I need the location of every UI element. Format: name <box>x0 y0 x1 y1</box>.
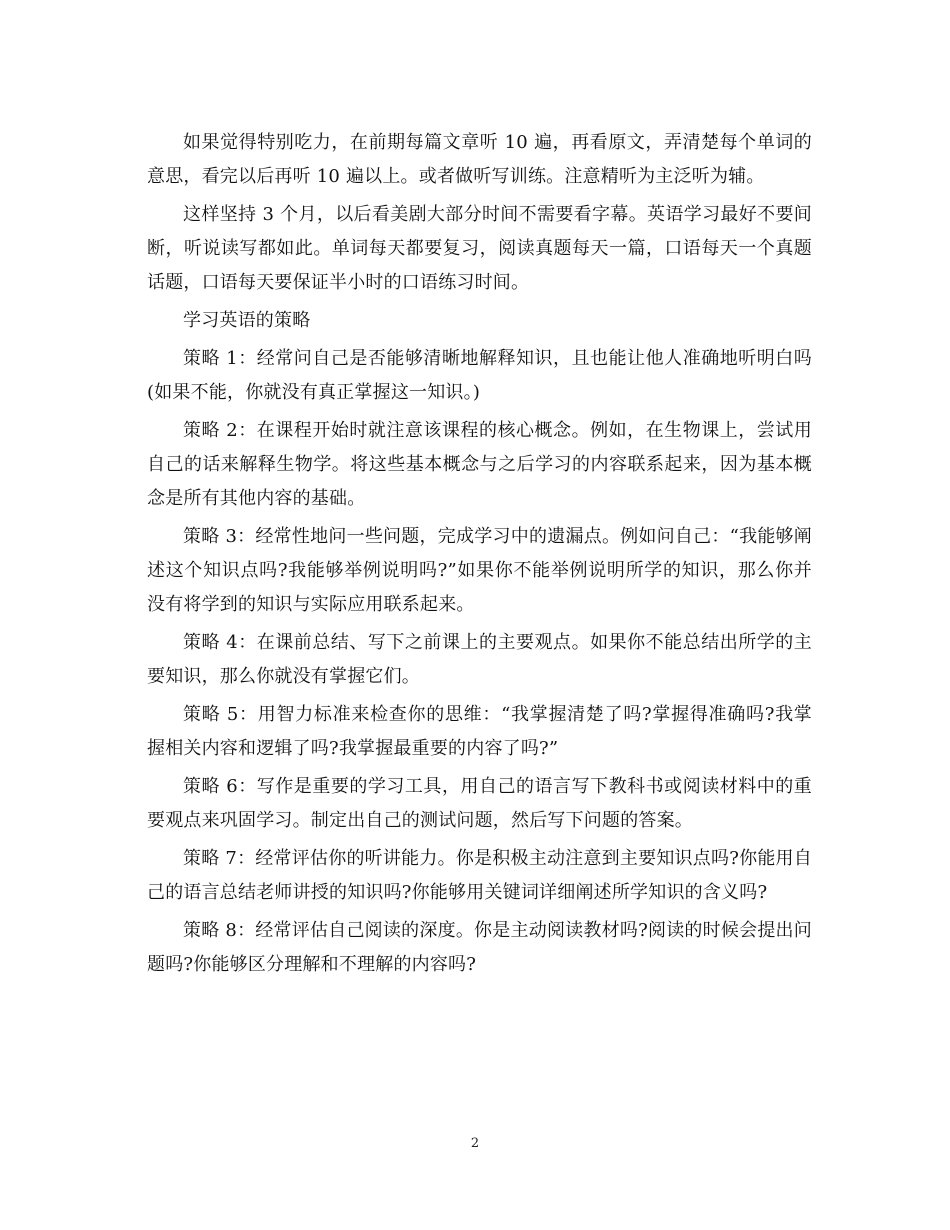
paragraph-listening-practice: 如果觉得特别吃力，在前期每篇文章听 10 遍，再看原文，弄清楚每个单词的意思，看完以后再听 10 遍以上。或者做听写训练。注意精听为主泛听为辅。 <box>147 132 812 187</box>
page-number: 2 <box>470 1136 480 1151</box>
paragraph-strategy-7: 策略 7：经常评估你的听讲能力。你是积极主动注意到主要知识点吗?你能用自己的语言总结老师讲授的知识吗?你能够用关键词详细阐述所学知识的含义吗? <box>147 848 812 903</box>
document-body <box>147 126 812 986</box>
paragraph-strategy-5: 策略 5：用智力标准来检查你的思维：“我掌握清楚了吗?掌握得准确吗?我掌握相关内容和逻辑了吗?我掌握最重要的内容了吗?” <box>147 704 812 759</box>
paragraph-strategy-4: 策略 4：在课前总结、写下之前课上的主要观点。如果你不能总结出所学的主要知识，那么你就没有掌握它们。 <box>147 632 812 687</box>
paragraph-strategy-8: 策略 8：经常评估自己阅读的深度。你是主动阅读教材吗?阅读的时候会提出问题吗?你能够区分理解和不理解的内容吗? <box>147 920 812 975</box>
paragraph-strategy-1: 策略 1：经常问自己是否能够清晰地解释知识，且也能让他人准确地听明白吗(如果不能，你就没有真正掌握这一知识。) <box>147 348 812 403</box>
paragraph-persistence: 这样坚持 3 个月，以后看美剧大部分时间不需要看字幕。英语学习最好不要间断，听说读写都如此。单词每天都要复习，阅读真题每天一篇，口语每天一个真题话题，口语每天要保证半小时的口语练习时间。 <box>147 204 812 293</box>
paragraph-strategy-3: 策略 3：经常性地问一些问题，完成学习中的遗漏点。例如问自己：“我能够阐述这个知识点吗?我能够举例说明吗?”如果你不能举例说明所学的知识，那么你并没有将学到的知识与实际应用联系起来。 <box>147 526 812 615</box>
paragraph-strategy-2: 策略 2：在课程开始时就注意该课程的核心概念。例如，在生物课上，尝试用自己的话来解释生物学。将这些基本概念与之后学习的内容联系起来，因为基本概念是所有其他内容的基础。 <box>147 420 812 509</box>
section-heading-strategies: 学习英语的策略 <box>183 310 311 331</box>
paragraph-strategy-6: 策略 6：写作是重要的学习工具，用自己的语言写下教科书或阅读材料中的重要观点来巩固学习。制定出自己的测试问题，然后写下问题的答案。 <box>147 776 812 831</box>
